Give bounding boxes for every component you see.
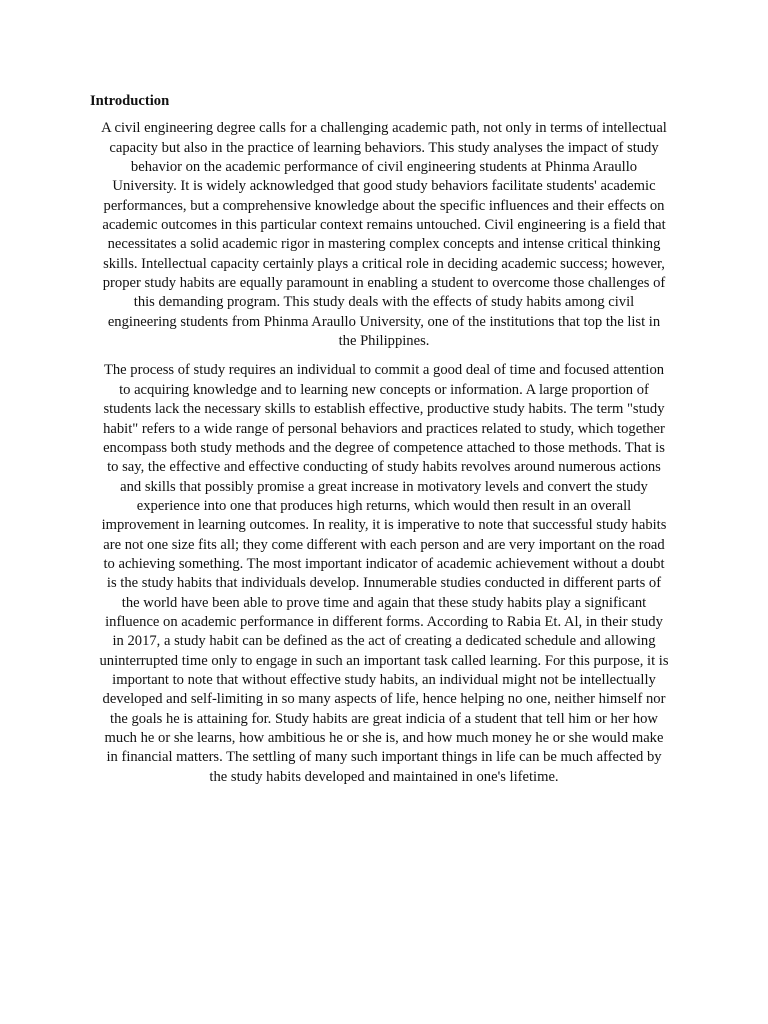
document-page xyxy=(90,92,678,797)
paragraph-1: A civil engineering degree calls for a challenging academic path, not only in terms of intellectual capacity but also in the practice of learning behaviors. This study analyses the impact of study behavior on the academic performance of civil engineering students at Phinma Araullo University. It is widely acknowledged that good study behaviors facilitate students' academic performances, but a comprehensive knowledge about the specific influences and their effects on academic outcomes in this particular context remains untouched. Civil engineering is a field that necessitates a solid academic rigor in mastering complex concepts and intense critical thinking skills. Intellectual capacity certainly plays a critical role in deciding academic success; however, proper study habits are equally paramount in enabling a student to overcome those challenges of this demanding program. This study deals with the effects of study habits among civil engineering students from Phinma Araullo University, one of the institutions that top the list in the Philippines. xyxy=(101,120,667,350)
section-heading: Introduction xyxy=(90,93,170,109)
paragraph-2: The process of study requires an individual to commit a good deal of time and focused attention to acquiring knowledge and to learning new concepts or information. A large proportion of students lack the necessary skills to establish effective, productive study habits. The term "study habit" refers to a wide range of personal behaviors and practices related to study, which together encompass both study methods and the degree of competence attached to those methods. That is to say, the effective and effective conducting of study habits revolves around numerous actions and skills that possibly promise a great increase in motivatory levels and convert the study experience into one that produces high returns, which would then result in an overall improvement in learning outcomes. In reality, it is imperative to note that successful study habits are not one size fits all; they come different with each person and are very important on the road to achieving something. The most important indicator of academic achievement without a doubt is the study habits that individuals develop. Innumerable studies conducted in different parts of the world have been able to prove time and again that these study habits play a significant influence on academic performance in different forms. According to Rabia Et. Al, in their study in 2017, a study habit can be defined as the act of creating a dedicated schedule and allowing uninterrupted time only to engage in such an important task called learning. For this purpose, it is important to note that without effective study habits, an individual might not be intellectually developed and self-limiting in so many aspects of life, hence helping no one, neither himself nor the goals he is attaining for. Study habits are great indicia of a student that tell him or her how much he or she learns, how ambitious he or she is, and how much money he or she would make in financial matters. The settling of many such important things in life can be much affected by the study habits developed and maintained in one's lifetime. xyxy=(99,362,669,785)
